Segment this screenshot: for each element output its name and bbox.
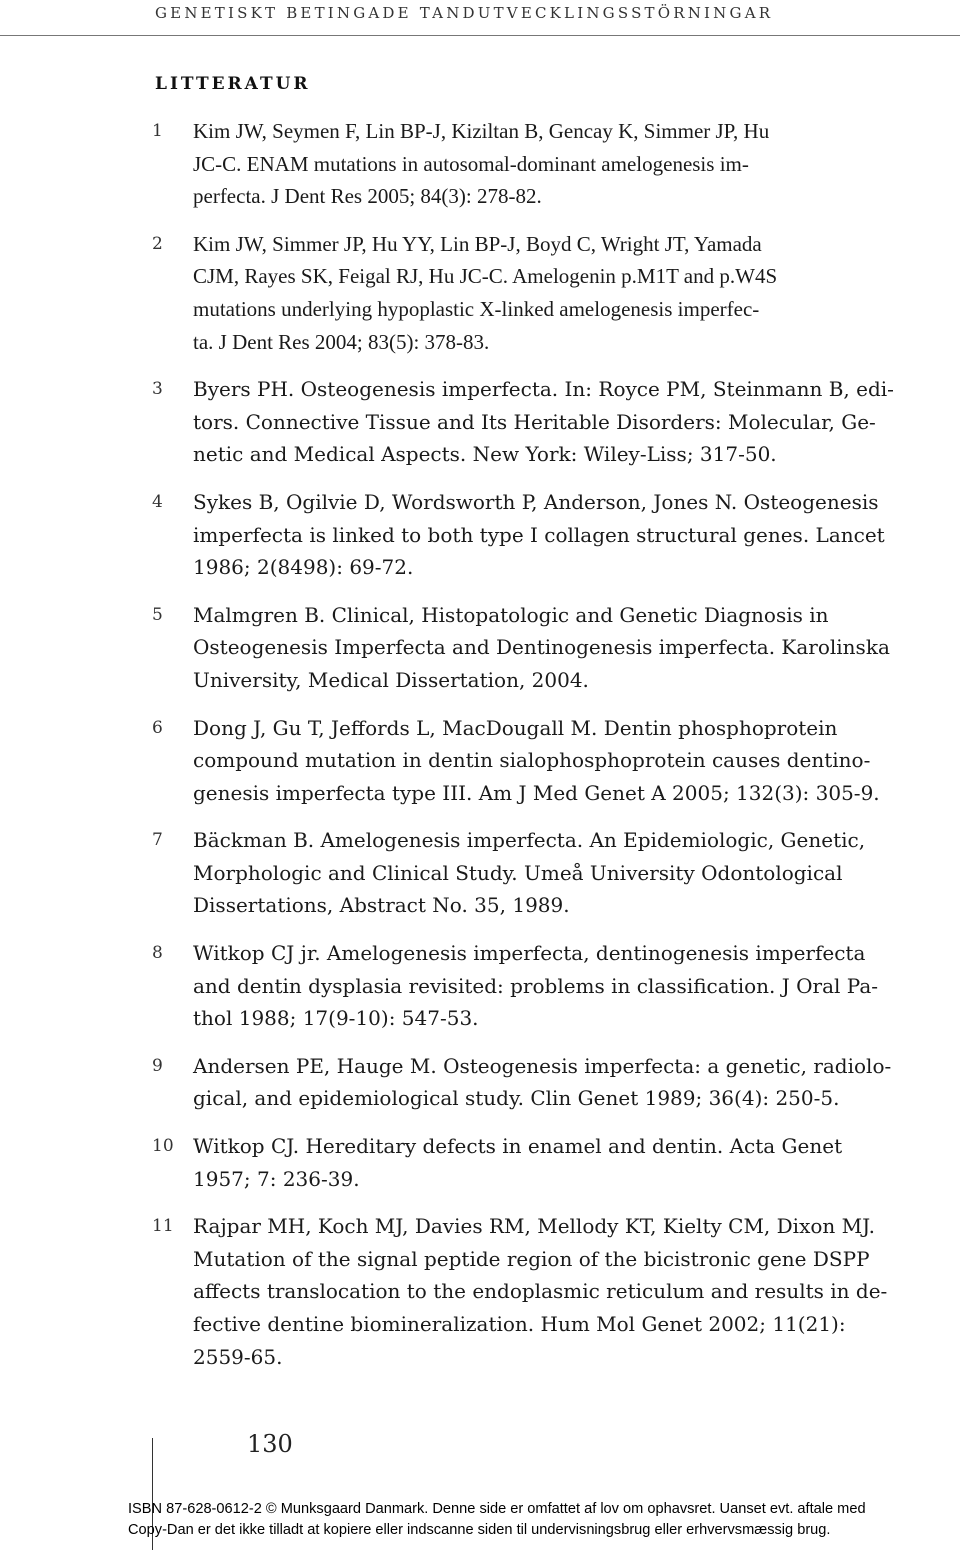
reference-number: 1 (152, 121, 163, 141)
reference-text: Kim JW, Seymen F, Lin BP-J, Kiziltan B, Gencay K, Simmer JP, Hu JC-C. ENAM mutations in autosomal-dominant amelogenesis im- perfecta. J Dent Res 2005; 84(3): 278-82. (193, 119, 770, 209)
reference-number: 5 (152, 604, 163, 625)
reference-item (152, 1050, 912, 1115)
footer-line-2: Copy-Dan er det ikke tilladt at kopiere eller indscanne siden til undervisningsbrug eller erhvervsmæssig brug. (128, 1522, 831, 1538)
reference-number: 8 (152, 943, 163, 964)
running-head: GENETISKT BETINGADE TANDUTVECKLINGSSTÖRNINGAR (155, 4, 774, 22)
reference-item (152, 1210, 912, 1373)
reference-text: Dong J, Gu T, Jeffords L, MacDougall M. Dentin phosphoprotein compound mutation in dentin sialophosphoprotein causes dentino- genesis imperfecta type III. Am J Med Genet A 2005; 132(3): 305-9. (193, 715, 880, 805)
reference-number: 3 (152, 379, 163, 400)
reference-text: Witkop CJ. Hereditary defects in enamel and dentin. Acta Genet 1957; 7: 236-39. (193, 1134, 843, 1191)
reference-text: Andersen PE, Hauge M. Osteogenesis imperfecta: a genetic, radiolo- gical, and epidemiological study. Clin Genet 1989; 36(4): 250-5. (193, 1053, 892, 1111)
reference-text: Byers PH. Osteogenesis imperfecta. In: Royce PM, Steinmann B, edi- tors. Connective Tissue and Its Heritable Disorders: Molecular, Ge- netic and Medical Aspects. New York: Wiley-Liss; 317-50. (193, 377, 894, 467)
reference-text: Malmgren B. Clinical, Histopatologic and Genetic Diagnosis in Osteogenesis Imperfecta and Dentinogenesis imperfecta. Karolinska University, Medical Dissertation, 2004. (193, 602, 890, 692)
copyright-footer (128, 1499, 866, 1541)
reference-number: 2 (152, 233, 163, 254)
reference-item (152, 115, 912, 213)
reference-number: 7 (152, 830, 163, 851)
reference-number: 10 (152, 1136, 174, 1157)
reference-item (152, 599, 912, 697)
reference-item (152, 373, 912, 471)
reference-item (152, 228, 912, 358)
reference-text: Sykes B, Ogilvie D, Wordsworth P, Anderson, Jones N. Osteogenesis imperfecta is linked to both type I collagen structural genes. Lancet 1986; 2(8498): 69-72. (193, 489, 885, 580)
reference-item (152, 824, 912, 922)
reference-item (152, 937, 912, 1035)
section-title: LITTERATUR (155, 74, 311, 94)
header-rule (0, 35, 960, 36)
reference-item (152, 712, 912, 810)
reference-item (152, 1130, 912, 1195)
reference-number: 9 (152, 1055, 163, 1076)
reference-text: Witkop CJ jr. Amelogenesis imperfecta, dentinogenesis imperfecta and dentin dysplasia revisited: problems in classification. J Oral Pa- thol 1988; 17(9-10): 547-53. (193, 941, 878, 1031)
reference-number: 11 (152, 1216, 174, 1237)
footer-line-1: ISBN 87-628-0612-2 © Munksgaard Danmark. Denne side er omfattet af lov om ophavsret. Uanset evt. aftale med (128, 1501, 866, 1517)
reference-list (152, 115, 912, 1388)
reference-number: 6 (152, 717, 163, 738)
reference-text: Bäckman B. Amelogenesis imperfecta. An Epidemiologic, Genetic, Morphologic and Clinical Study. Umeå University Odontological Dissertations, Abstract No. 35, 1989. (193, 828, 866, 918)
reference-text: Kim JW, Simmer JP, Hu YY, Lin BP-J, Boyd C, Wright JT, Yamada CJM, Rayes SK, Feigal RJ, Hu JC-C. Amelogenin p.M1T and p.W4S mutations underlying hypoplastic X-linked amelogenesis imperfec- ta. J Dent Res 2004; 83(5): 378-83. (193, 231, 778, 354)
reference-item (152, 486, 912, 584)
reference-text: Rajpar MH, Koch MJ, Davies RM, Mellody KT, Kielty CM, Dixon MJ. Mutation of the signal peptide region of the bicistronic gene DSPP affects translocation to the endoplasmic reticulum and results in de- fective dentine biomineralization. Hum Mol Genet 2002; 11(21): 2559-65. (193, 1214, 888, 1369)
page-number: 130 (247, 1430, 293, 1458)
reference-number: 4 (152, 491, 163, 512)
